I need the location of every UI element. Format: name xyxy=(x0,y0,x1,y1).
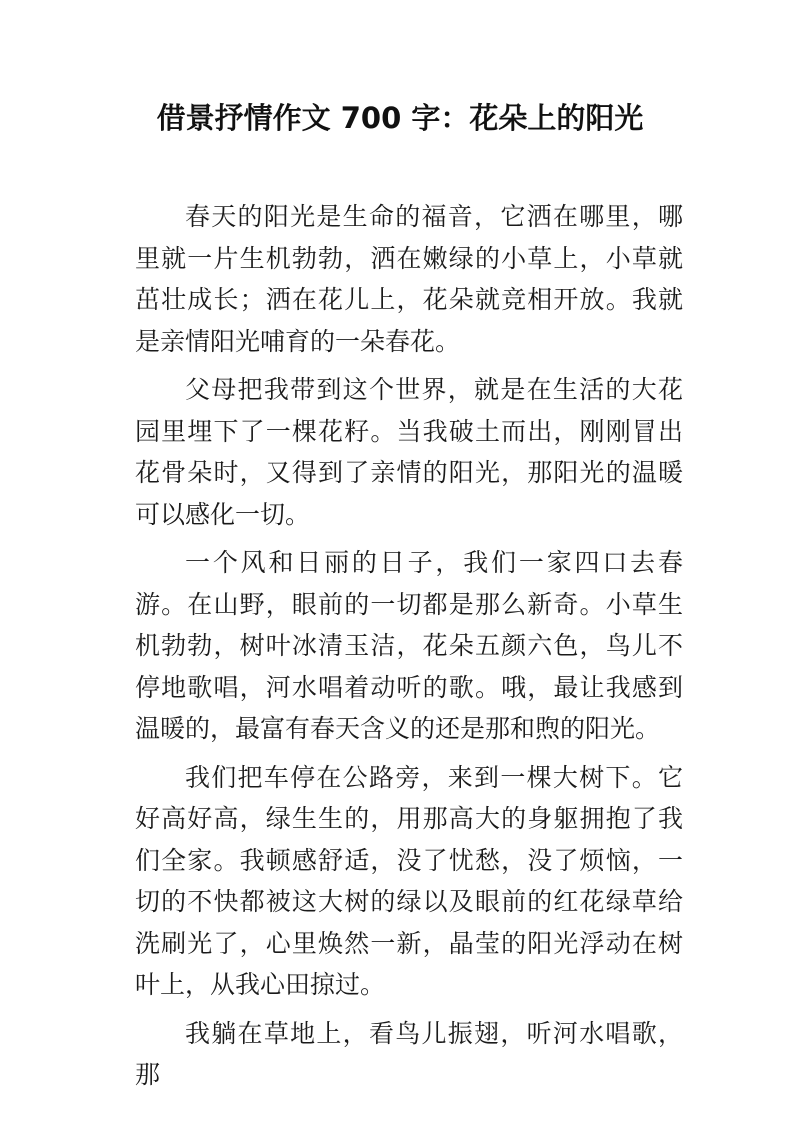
paragraph-2: 父母把我带到这个世界，就是在生活的大花园里埋下了一棵花籽。当我破土而出，刚刚冒出花骨朵时，又得到了亲情的阳光，那阳光的温暖可以感化一切。 xyxy=(135,375,683,529)
paragraph-5: 我躺在草地上，看鸟儿振翅，听河水唱歌，那 xyxy=(135,1018,683,1089)
paragraph-3: 一个风和日丽的日子，我们一家四口去春游。在山野，眼前的一切都是那么新奇。小草生机勃勃，树叶冰清玉洁，花朵五颜六色，鸟儿不停地歌唱，河水唱着动听的歌。哦，最让我感到温暖的，最富有春天含义的还是那和煦的阳光。 xyxy=(135,548,683,743)
paragraph-1: 春天的阳光是生命的福音，它洒在哪里，哪里就一片生机勃勃，洒在嫩绿的小草上，小草就茁壮成长；洒在花儿上，花朵就竞相开放。我就是亲情阳光哺育的一朵春花。 xyxy=(135,202,683,356)
article-body xyxy=(135,196,683,1103)
page-title: 借景抒情作文 700 字：花朵上的阳光 xyxy=(156,101,644,135)
paragraph-4: 我们把车停在公路旁，来到一棵大树下。它好高好高，绿生生的，用那高大的身躯拥抱了我们全家。我顿感舒适，没了忧愁，没了烦恼，一切的不快都被这大树的绿以及眼前的红花绿草给洗刷光了，心里焕然一新，晶莹的阳光浮动在树叶上，从我心田掠过。 xyxy=(135,762,683,999)
